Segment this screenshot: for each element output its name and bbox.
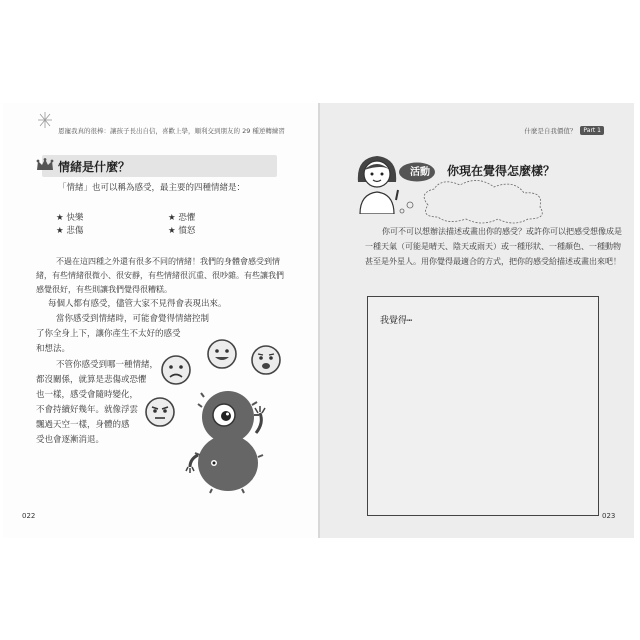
activity-tag: 活動 [410,167,430,178]
fluffy-monster-illustration [182,385,274,495]
emotion-item: ★ 恐懼 [168,213,196,223]
left-page-number: 022 [22,512,36,520]
thought-cloud-icon [398,175,578,225]
sad-face-icon [160,354,192,386]
instruction-line: 甚至是外星人。用你覺得最適合的方式，把你的感受給描述或畫出來吧！ [365,257,621,266]
paragraph-line: 飄過天空一樣，身體的感 [36,420,130,430]
worried-face-icon [250,344,282,376]
drawing-box[interactable] [367,296,599,516]
paragraph-line: 緒，有些情緒很微小、很安靜，有些情緒很沉重、很吵雜。有些讓我們 [36,271,284,280]
section-title: 情緒是什麼？ [58,160,131,174]
paragraph-line: 當你感受到情緒時，可能會覺得情緒控制 [56,314,210,324]
right-running-title: 什麼是自我價值？ [524,127,577,135]
drawing-box-prompt: 我覺得⋯ [380,316,413,326]
left-running-header: 恩寵我真的很棒：讓孩子長出自信，喜歡上學，順利交到朋友的 29 種逆轉練習 [58,127,285,135]
paragraph-line: 受也會逐漸消退。 [36,435,105,445]
emotion-item: ★ 憤怒 [168,226,196,236]
paragraph-line: 都沒關係，就算是悲傷或恐懼 [36,375,147,385]
paragraph-line: 感覺很好，有些則讓我們覺得很糟糕。 [36,285,172,294]
intro-line: 「情緒」也可以稱為感受，最主要的四種情緒是： [58,183,246,193]
paragraph-line: 不管你感受到哪一種情緒， [56,360,159,370]
paragraph-line: 不會持續好幾年。就像浮雲 [36,405,139,415]
activity-title: 你現在覺得怎麼樣？ [447,164,556,178]
emotion-item: ★ 快樂 [56,213,84,223]
emotion-item: ★ 悲傷 [56,226,84,236]
right-page-number: 023 [602,512,616,520]
angry-face-icon [144,396,176,428]
part-badge: Part 1 [580,126,604,135]
paragraph-line: 和想法。 [36,344,71,354]
paragraph-line: 每個人都有感受，儘管大家不見得會表現出來。 [48,299,227,309]
girl-avatar-illustration [352,152,402,214]
paragraph-line: 了你全身上下，讓你產生不太好的感受 [36,329,181,339]
paragraph-line: 不過在這四種之外還有很多不同的情緒！我們的身體會感受到情 [56,257,280,266]
instruction-line: 你可不可以想辦法描述或畫出你的感受？或許你可以把感受想像成是 [382,227,622,236]
crown-icon [36,158,54,172]
instruction-line: 一種天氣（可能是晴天、陰天或雨天）或一種形狀、一種顏色、一種動物 [365,242,621,251]
happy-face-icon [206,338,238,370]
right-running-header [524,126,604,135]
star-deco-icon [38,112,52,128]
paragraph-line: 也一樣，感受會隨時變化， [36,390,139,400]
